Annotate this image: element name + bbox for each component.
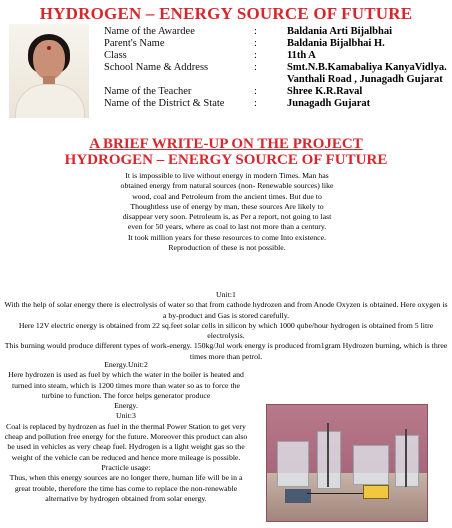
practical-usage-paragraph: Thus, when this energy sources are no longer there, human life will be in a great trouble, therefore the time has come to replace the non-renewable alternative by hydrogen obtained from solar energy. (9, 473, 243, 503)
info-label: Class (104, 50, 127, 61)
practical-usage-heading: Practicle usage: (101, 462, 151, 472)
unit2-paragraph-end: Energy. (114, 401, 138, 411)
unit2-paragraph: Here hydrozen is used as fuel by which the water in the boiler is heated and turned into steam, which is 1200 times more than water so as to force the turbine to function. The force helps generator produce (8, 370, 244, 400)
info-label: Name of the Awardee (104, 26, 195, 37)
info-value: Shree K.R.Raval (287, 86, 363, 97)
writeup-intro (116, 171, 338, 253)
info-value: Baldania Arti Bijalbhai (287, 26, 393, 37)
page-title: HYDROGEN – ENERGY SOURCE OF FUTURE (39, 4, 413, 23)
info-value: Baldania Bijalbhai H. (287, 38, 385, 49)
unit1-heading: Unit:1 (216, 290, 236, 299)
awardee-photo (9, 24, 89, 118)
unit1-paragraph: This burning would produce different types of work-energy. 150kg/Jul work energy is produced from1gram Hydrozen burning, which is three times more than petrol. (4, 341, 448, 361)
units-2-3-section (4, 360, 248, 504)
unit1-paragraph: With the help of solar energy there is electrolysis of water so that from cathode hydrozen and from Anode Oxyzen is obtained. Here oxygen is a by-product and Gas is stored carefully. (4, 300, 448, 320)
info-colon: : (254, 50, 257, 61)
unit3-paragraph: Coal is replaced by hydrozen as fuel in the thermal Power Station to get very cheap and pollution free energy for the future. Moreover this product can also be used in vehicles as very cheap fuel. Hydrogen is a light weight gas so the weight of the vehicle can be reduced and hence more mileage is possible. (4, 421, 248, 462)
info-colon: : (254, 62, 257, 73)
info-label: School Name & Address (104, 62, 209, 73)
info-colon: : (254, 86, 257, 97)
info-value: 11th A (287, 50, 316, 61)
info-value: Junagadh Gujarat (287, 98, 371, 109)
writeup-heading: A BRIEF WRITE-UP ON THE PROJECT (89, 136, 363, 152)
writeup-paragraph: It took million years for these resources to come Into existence. Reproduction of these is not possible. (127, 232, 327, 253)
unit2-heading: Energy.Unit:2 (104, 360, 148, 369)
info-label: Name of the District & State (104, 98, 225, 109)
info-colon: : (254, 98, 257, 109)
info-value: Smt.N.B.Kamabaliya KanyaVidlya. (287, 62, 447, 73)
unit1-paragraph: Here 12V electric energy is obtained from 22 sq.feet solar cells in silicon by which 1000 qube/hour hydrogen is obtained from 5 litre electrolysis. (18, 320, 434, 341)
writeup-paragraph: It is impossible to live without energy in modern Times. Man has obtained energy from natural sources (non- Renewable sources) like wood, coal and Petroleum from the ancient times. But due to Thoughtless use of energy by man, these sources Are likely to disappear very soon. Petroleum is, as Per a report, not going to last even for 50 years, where as coal to last not more than a century. (120, 171, 334, 232)
info-colon: : (254, 38, 257, 49)
project-model-photo (266, 404, 428, 522)
info-label: Parent's Name (104, 38, 165, 49)
unit3-heading: Unit:3 (116, 411, 136, 421)
info-colon: : (254, 26, 257, 37)
unit1-section (4, 290, 448, 362)
info-label: Name of the Teacher (104, 86, 192, 97)
info-value: Vanthali Road , Junagadh Gujarat (287, 74, 443, 85)
project-title: HYDROGEN – ENERGY SOURCE OF FUTURE (64, 152, 388, 168)
